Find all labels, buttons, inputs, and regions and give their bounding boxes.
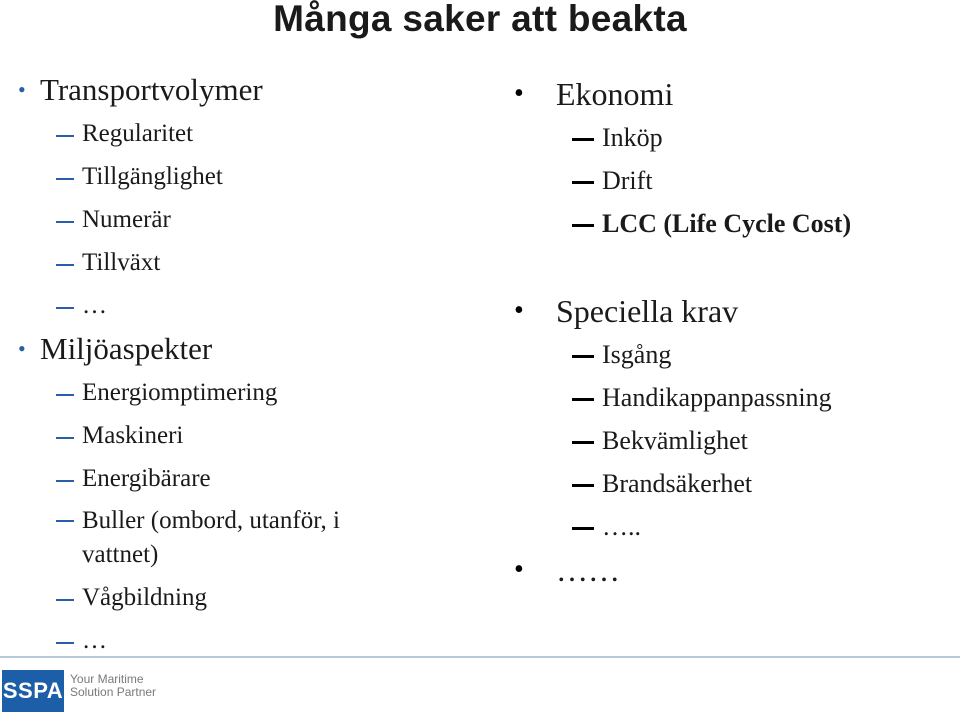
bullet-item-transportvolymer: • Transportvolymer: [18, 68, 438, 112]
bullet-item-ellipsis: • ……: [512, 548, 952, 592]
sub-item-energibarare: Energibärare: [18, 457, 438, 500]
sspa-logo: [0, 670, 200, 714]
dash-icon: [572, 138, 594, 141]
bullet-item-ekonomi: • Ekonomi: [512, 72, 952, 116]
sub-item-ellipsis: …: [18, 619, 438, 662]
sub-item-regularitet: Regularitet: [18, 112, 438, 155]
spacer: [512, 245, 952, 289]
dash-icon: [572, 224, 594, 227]
sub-item-ellipsis: …..: [512, 505, 952, 548]
logo-mark: SSPA: [2, 670, 64, 712]
bullet-item-speciella-krav: • Speciella krav: [512, 289, 952, 333]
sub-item-buller: Buller (ombord, utanför, i vattnet): [18, 500, 402, 576]
bullet-dot-icon: •: [514, 78, 524, 109]
sub-item-isgang: Isgång: [512, 333, 952, 376]
dash-icon: [56, 135, 74, 137]
left-column: [18, 68, 438, 662]
bullet-dot-icon: •: [18, 336, 26, 361]
sub-item-lcc: LCC (Life Cycle Cost): [512, 202, 952, 245]
sub-item-brandsakerhet: Brandsäkerhet: [512, 462, 952, 505]
dash-icon: [572, 181, 594, 184]
logo-tagline: Your Maritime Solution Partner: [70, 672, 157, 699]
dash-icon: [56, 178, 74, 180]
slide-title: Många saker att beakta: [273, 0, 687, 39]
bullet-dot-icon: •: [514, 554, 524, 585]
dash-icon: [56, 599, 74, 601]
dash-icon: [56, 221, 74, 223]
dash-icon: [572, 398, 594, 401]
sub-item-vagbildning: Vågbildning: [18, 576, 438, 619]
sub-item-numerar: Numerär: [18, 198, 438, 241]
sub-item-drift: Drift: [512, 159, 952, 202]
dash-icon: [56, 437, 74, 439]
bullet-dot-icon: •: [514, 295, 524, 326]
dash-icon: [572, 355, 594, 358]
sub-item-inkop: Inköp: [512, 116, 952, 159]
dash-icon: [56, 642, 74, 644]
dash-icon: [56, 394, 74, 396]
sub-item-tillvaxt: Tillväxt: [18, 241, 438, 284]
sub-item-tillganglighet: Tillgänglighet: [18, 155, 438, 198]
sub-item-maskineri: Maskineri: [18, 414, 438, 457]
bullet-dot-icon: •: [18, 77, 26, 102]
footer-divider: [0, 656, 960, 658]
sub-item-energiomptimering: Energiomptimering: [18, 371, 438, 414]
dash-icon: [572, 527, 594, 530]
dash-icon: [572, 441, 594, 444]
dash-icon: [56, 307, 74, 309]
dash-icon: [572, 484, 594, 487]
sub-item-handikappanpassning: Handikappanpassning: [512, 376, 952, 419]
dash-icon: [56, 264, 74, 266]
right-column: [512, 72, 952, 592]
sub-item-ellipsis: …: [18, 284, 438, 327]
dash-icon: [56, 520, 74, 522]
bullet-item-miljoaspekter: • Miljöaspekter: [18, 327, 438, 371]
dash-icon: [56, 480, 74, 482]
sub-item-bekvamlighet: Bekvämlighet: [512, 419, 952, 462]
